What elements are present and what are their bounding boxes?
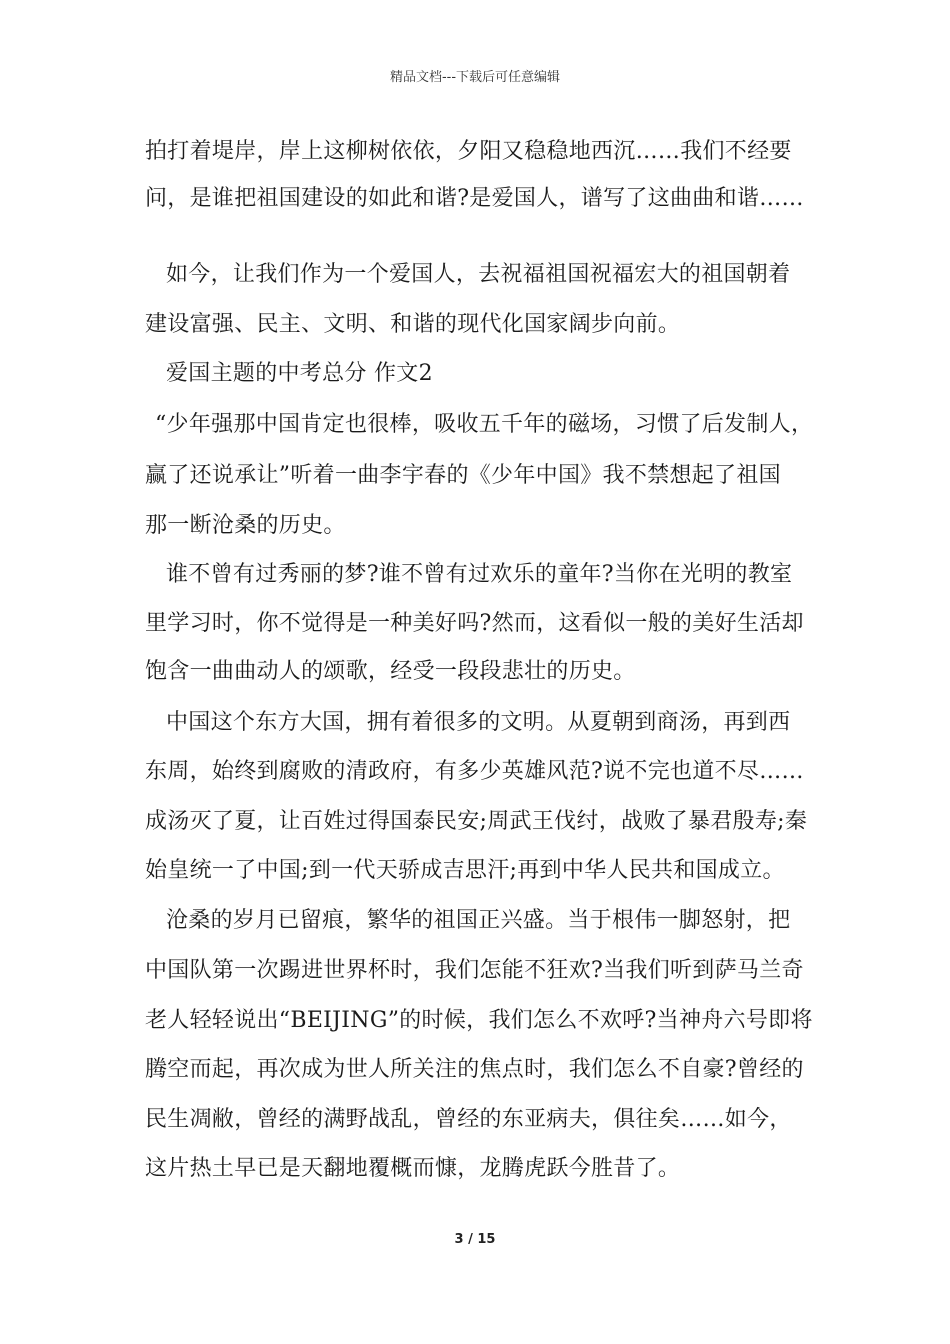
- text-line: 这片热土早已是天翻地覆概而慷，龙腾虎跃今胜昔了。: [145, 1156, 681, 1181]
- text-line: 老人轻轻说出“BEIJING”的时候，我们怎么不欢呼?当神舟六号即将: [145, 1008, 813, 1033]
- text-line: 问，是谁把祖国建设的如此和谐?是爱国人，谱写了这曲曲和谐……: [145, 186, 804, 211]
- text-line: 建设富强、民主、文明、和谐的现代化国家阔步向前。: [145, 312, 681, 337]
- text-line: 拍打着堤岸，岸上这柳树依依，夕阳又稳稳地西沉……我们不经要: [145, 139, 792, 164]
- text-line: 中国这个东方大国，拥有着很多的文明。从夏朝到商汤，再到西: [166, 710, 791, 735]
- text-line: “少年强那中国肯定也很棒，吸收五千年的磁场，习惯了后发制人，: [155, 412, 814, 437]
- text-line: 东周，始终到腐败的清政府，有多少英雄风范?说不完也道不尽……: [145, 759, 804, 784]
- page-header: 精品文档---下载后可任意编辑: [389, 70, 561, 85]
- text-line: 饱含一曲曲动人的颂歌，经受一段段悲壮的历史。: [145, 659, 636, 684]
- text-line: 那一断沧桑的历史。: [145, 513, 346, 538]
- text-line: 民生凋敝，曾经的满野战乱，曾经的东亚病夫，俱往矣……如今，: [145, 1107, 792, 1132]
- text-line: 沧桑的岁月已留痕，繁华的祖国正兴盛。当于根伟一脚怒射，把: [166, 908, 791, 933]
- text-line: 里学习时，你不觉得是一种美好吗?然而，这看似一般的美好生活却: [145, 611, 804, 636]
- text-line: 腾空而起，再次成为世人所关注的焦点时，我们怎么不自豪?曾经的: [145, 1057, 804, 1082]
- text-line: 中国队第一次踢进世界杯时，我们怎能不狂欢?当我们听到萨马兰奇: [145, 958, 804, 983]
- page-number: 3 / 15: [454, 1232, 496, 1247]
- text-line: 如今，让我们作为一个爱国人，去祝福祖国祝福宏大的祖国朝着: [166, 262, 791, 287]
- section-heading: 爱国主题的中考总分 作文2: [166, 361, 433, 386]
- text-line: 始皇统一了中国;到一代天骄成吉思汗;再到中华人民共和国成立。: [145, 858, 785, 883]
- text-line: 谁不曾有过秀丽的梦?谁不曾有过欢乐的童年?当你在光明的教室: [166, 562, 793, 587]
- text-line: 成汤灭了夏，让百姓过得国泰民安;周武王伐纣，战败了暴君殷寿;秦: [145, 809, 808, 834]
- text-line: 赢了还说承让”听着一曲李宇春的《少年中国》我不禁想起了祖国: [145, 463, 781, 488]
